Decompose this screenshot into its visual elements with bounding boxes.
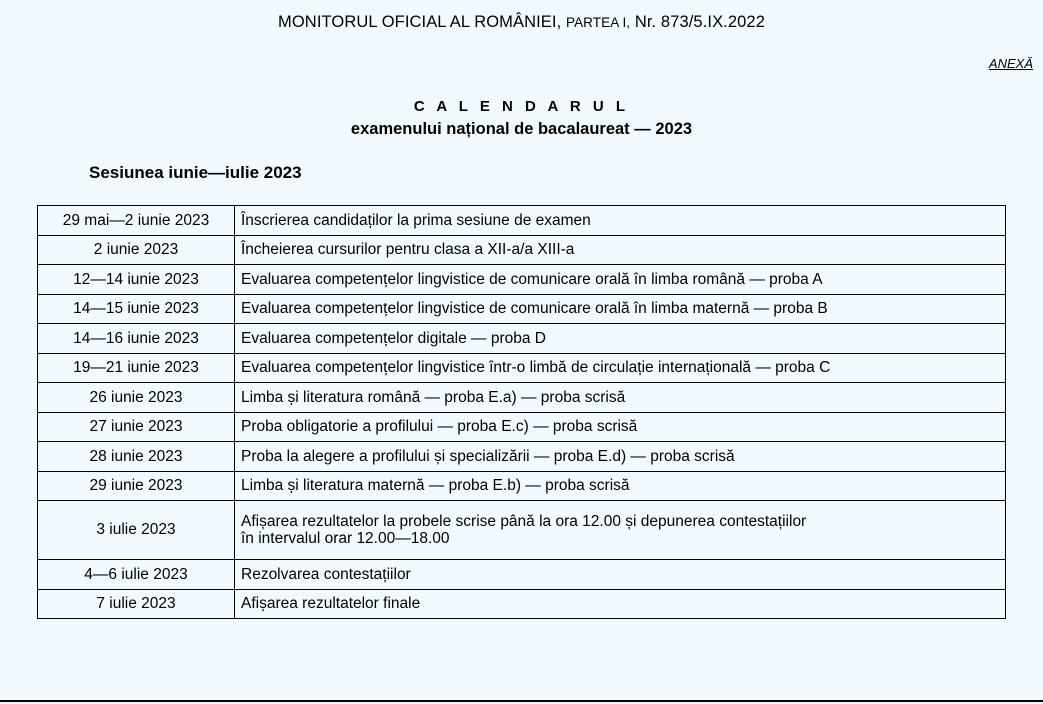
row-date: 2 iunie 2023 <box>38 235 235 265</box>
row-description: Afișarea rezultatelor finale <box>235 589 1006 619</box>
row-description: Înscrierea candidaților la prima sesiune de examen <box>235 206 1006 236</box>
calendar-title: C A L E N D A R U L <box>413 98 630 115</box>
table-row <box>38 324 1006 354</box>
table-row <box>38 294 1006 324</box>
row-date: 26 iunie 2023 <box>38 383 235 413</box>
table-row <box>38 501 1006 560</box>
row-date: 3 iulie 2023 <box>38 501 235 560</box>
annex-label: ANEXĂ <box>988 56 1033 71</box>
row-description: Evaluarea competențelor lingvistice de comunicare orală în limba română — proba A <box>235 265 1006 295</box>
row-date: 19—21 iunie 2023 <box>38 353 235 383</box>
table-row <box>38 471 1006 501</box>
table-row <box>38 353 1006 383</box>
row-date: 4—6 iulie 2023 <box>38 560 235 590</box>
table-row <box>38 412 1006 442</box>
row-date: 29 iunie 2023 <box>38 471 235 501</box>
table-row <box>38 235 1006 265</box>
row-date: 14—16 iunie 2023 <box>38 324 235 354</box>
row-description: Proba obligatorie a profilului — proba E.c) — proba scrisă <box>235 412 1006 442</box>
calendar-subtitle: examenului național de bacalaureat — 2023 <box>350 120 693 138</box>
table-row <box>38 265 1006 295</box>
row-date: 27 iunie 2023 <box>38 412 235 442</box>
header-part: PARTEA I, <box>565 15 631 30</box>
session-heading: Sesiunea iunie—iulie 2023 <box>89 163 302 182</box>
row-description: Evaluarea competențelor lingvistice de comunicare orală în limba maternă — proba B <box>235 294 1006 324</box>
row-date: 12—14 iunie 2023 <box>38 265 235 295</box>
row-description: Limba și literatura română — proba E.a) — proba scrisă <box>235 383 1006 413</box>
table-row <box>38 206 1006 236</box>
page-header <box>0 13 1043 32</box>
row-date: 7 iulie 2023 <box>38 589 235 619</box>
row-description: Evaluarea competențelor lingvistice într-o limbă de circulație internațională — proba C <box>235 353 1006 383</box>
calendar-table <box>37 205 1006 619</box>
bottom-divider <box>0 700 1043 702</box>
row-description: Evaluarea competențelor digitale — proba D <box>235 324 1006 354</box>
row-description: Limba și literatura maternă — proba E.b) — proba scrisă <box>235 471 1006 501</box>
row-date: 29 mai—2 iunie 2023 <box>38 206 235 236</box>
table-row <box>38 383 1006 413</box>
row-date: 14—15 iunie 2023 <box>38 294 235 324</box>
row-description: Proba la alegere a profilului și specializării — proba E.d) — proba scrisă <box>235 442 1006 472</box>
row-description: Încheierea cursurilor pentru clasa a XII-a/a XIII-a <box>235 235 1006 265</box>
header-publication: MONITORUL OFICIAL AL ROMÂNIEI, <box>278 13 562 31</box>
table-row <box>38 442 1006 472</box>
row-description: Rezolvarea contestațiilor <box>235 560 1006 590</box>
row-description: Afișarea rezultatelor la probele scrise până la ora 12.00 și depunerea contestațiilor în intervalul orar 12.00—18.00 <box>235 501 1006 560</box>
row-date: 28 iunie 2023 <box>38 442 235 472</box>
table-row <box>38 560 1006 590</box>
table-row <box>38 589 1006 619</box>
header-number: Nr. 873/5.IX.2022 <box>634 13 765 31</box>
